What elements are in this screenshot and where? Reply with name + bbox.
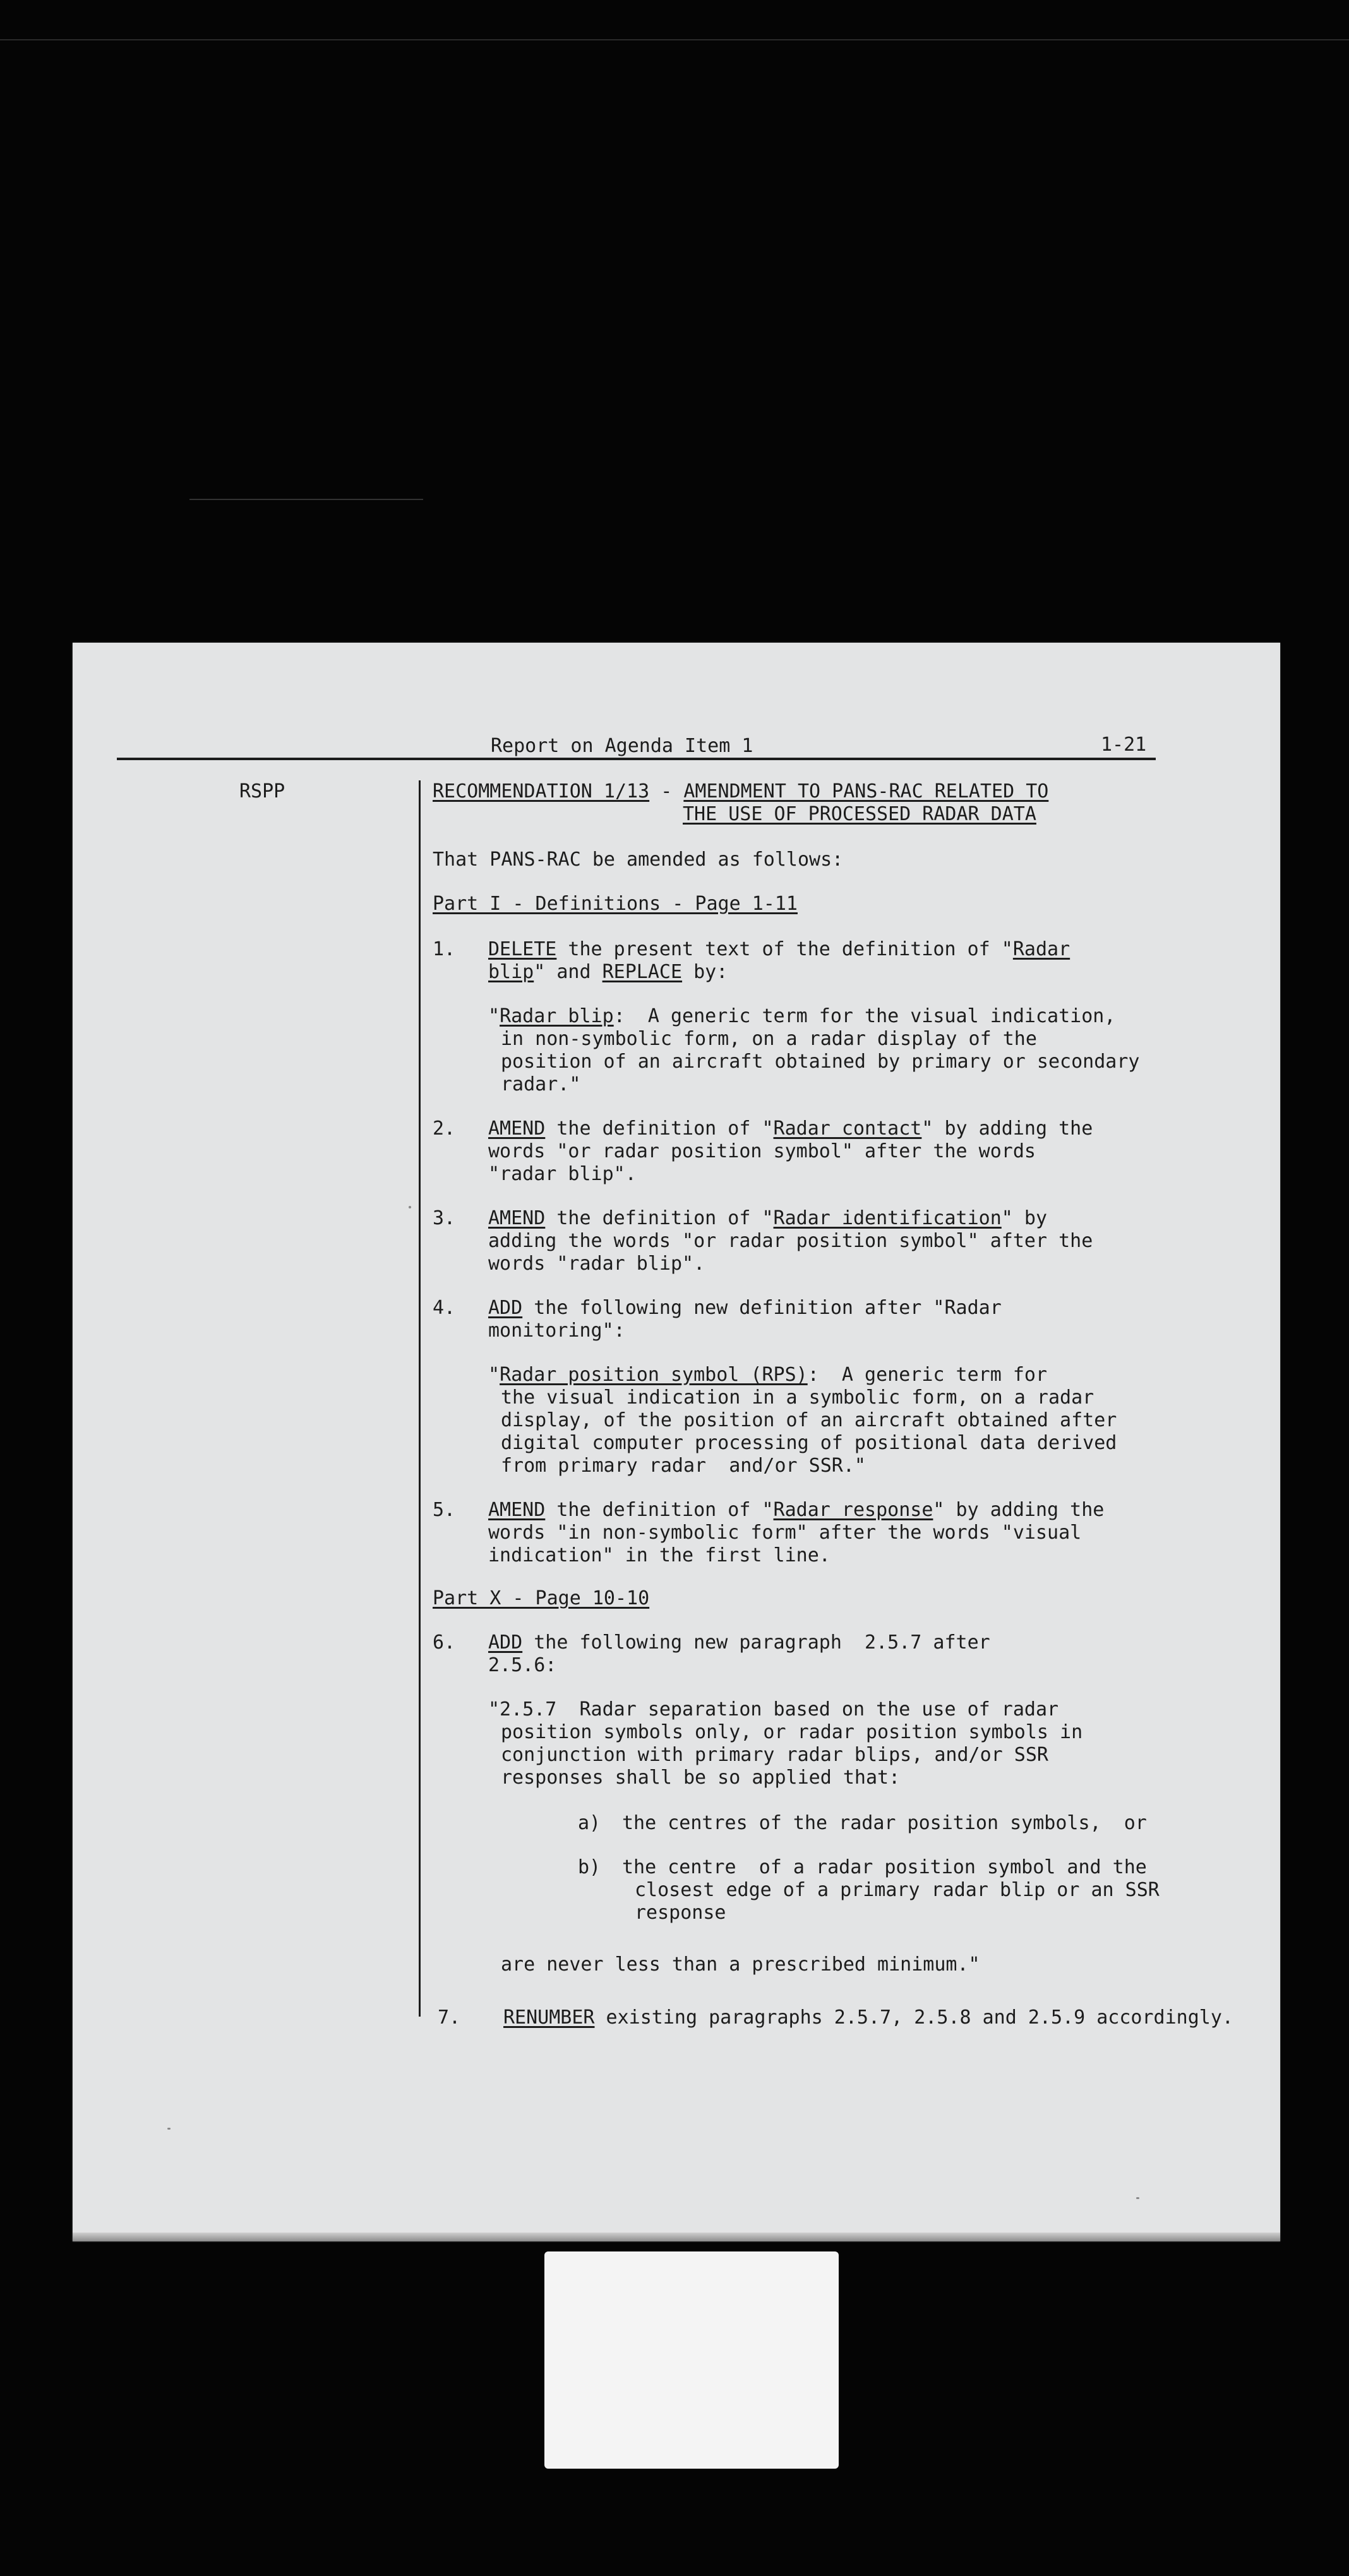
- quote-line: display, of the position of an aircraft obtained after: [501, 1409, 1117, 1431]
- quote-line: digital computer processing of positional data derived: [501, 1432, 1117, 1454]
- quote-line: in non-symbolic form, on a radar display of the: [501, 1028, 1037, 1050]
- part1-heading: Part I - Definitions - Page 1-11: [433, 893, 798, 915]
- item-verb: ADD: [488, 1631, 523, 1654]
- speck: [167, 2128, 171, 2130]
- header-rule: [117, 758, 1156, 760]
- item-number: 6.: [433, 1631, 456, 1654]
- page-bottom-edge: [73, 2233, 1280, 2241]
- item-5-line1: [488, 1499, 1104, 1522]
- item-text: " by: [1001, 1207, 1048, 1229]
- item-6-line1: [488, 1631, 990, 1654]
- film-top-edge: [0, 39, 1349, 40]
- intro-text: That PANS-RAC be amended as follows:: [433, 849, 844, 871]
- subitem-b-text: response: [635, 1902, 726, 1924]
- paragraph-closing: are never less than a prescribed minimum.": [501, 1953, 980, 1976]
- item-text: the following new paragraph 2.5.7 after: [522, 1631, 990, 1654]
- item-verb: REPLACE: [602, 961, 683, 983]
- subitem-b-label: b): [578, 1856, 601, 1878]
- subitem-b-text: closest edge of a primary radar blip or an SSR: [635, 1879, 1160, 1901]
- header-title: Report on Agenda Item 1: [491, 735, 753, 757]
- item-line: 2.5.6:: [488, 1654, 557, 1676]
- item-line: monitoring":: [488, 1320, 625, 1342]
- item-term: Radar response: [773, 1499, 933, 1521]
- blank-card: [544, 2251, 839, 2469]
- recommendation-dash: -: [649, 780, 684, 802]
- item-7-line1: [503, 2007, 1233, 2029]
- item-4-line1: [488, 1297, 1002, 1320]
- quote-line: radar.": [501, 1073, 581, 1095]
- item-line: indication" in the first line.: [488, 1544, 830, 1566]
- document-page: [73, 643, 1280, 2241]
- item-verb: DELETE: [488, 938, 557, 960]
- quote-term: Radar position symbol (RPS): [500, 1364, 808, 1386]
- film-streak: [189, 499, 423, 500]
- quote-text: : A generic term for: [807, 1364, 1048, 1386]
- paragraph-line: responses shall be so applied that:: [501, 1767, 901, 1789]
- paragraph-line: "2.5.7 Radar separation based on the use of radar: [488, 1698, 1059, 1720]
- item-text: the definition of ": [545, 1499, 774, 1521]
- item-term: blip: [488, 961, 534, 983]
- quote-line: the visual indication in a symbolic form, on a radar: [501, 1386, 1094, 1409]
- paragraph-line: conjunction with primary radar blips, and/or SSR: [501, 1744, 1048, 1766]
- quote-open: ": [488, 1364, 500, 1386]
- item-verb: AMEND: [488, 1207, 546, 1229]
- quote-4-line1: [488, 1364, 1047, 1386]
- item-text: the present text of the definition of ": [556, 938, 1013, 960]
- item-line: words "in non-symbolic form" after the words "visual: [488, 1522, 1082, 1544]
- margin-rule: [419, 780, 421, 2017]
- item-verb: AMEND: [488, 1118, 546, 1140]
- item-term: Radar contact: [773, 1118, 922, 1140]
- item-number: 4.: [433, 1297, 456, 1319]
- subitem-b-text: the centre of a radar position symbol and the: [622, 1856, 1147, 1878]
- quote-term: Radar blip: [500, 1005, 614, 1027]
- item-term: Radar: [1012, 938, 1070, 960]
- margin-label: RSPP: [239, 780, 285, 802]
- speck: [1136, 2197, 1139, 2199]
- item-3-line1: [488, 1207, 1047, 1230]
- item-text: " by adding the: [921, 1118, 1093, 1140]
- item-number: 5.: [433, 1499, 456, 1521]
- quote-line: position of an aircraft obtained by primary or secondary: [501, 1051, 1140, 1073]
- item-text: the following new definition after "Radar: [522, 1297, 1002, 1319]
- paragraph-line: position symbols only, or radar position symbols in: [501, 1721, 1083, 1743]
- item-text: the definition of ": [545, 1207, 774, 1229]
- item-line: words "or radar position symbol" after the words: [488, 1140, 1036, 1162]
- part10-heading: Part X - Page 10-10: [433, 1587, 650, 1609]
- item-1-line1: [488, 938, 1070, 961]
- quote-open: ": [488, 1005, 500, 1027]
- item-2-line1: [488, 1118, 1093, 1140]
- item-text: the definition of ": [545, 1118, 774, 1140]
- item-term: Radar identification: [773, 1207, 1002, 1229]
- item-number: 1.: [433, 938, 456, 960]
- item-number: 3.: [433, 1207, 456, 1229]
- recommendation-number: RECOMMENDATION 1/13: [433, 780, 650, 802]
- item-verb: ADD: [488, 1297, 523, 1319]
- subitem-a-label: a): [578, 1812, 601, 1834]
- page-number: 1-21: [1101, 734, 1147, 756]
- item-line: adding the words "or radar position symbol" after the: [488, 1230, 1093, 1252]
- recommendation-title-line2: THE USE OF PROCESSED RADAR DATA: [683, 803, 1036, 825]
- item-1-line2: [488, 961, 728, 984]
- subitem-a-text: the centres of the radar position symbols, or: [622, 1812, 1147, 1834]
- item-text: by:: [682, 961, 728, 983]
- quote-text: : A generic term for the visual indication,: [613, 1005, 1116, 1027]
- item-verb: AMEND: [488, 1499, 546, 1521]
- item-verb: RENUMBER: [503, 2007, 595, 2029]
- item-number: 2.: [433, 1118, 456, 1140]
- recommendation-title-line1: AMENDMENT TO PANS-RAC RELATED TO: [683, 780, 1049, 802]
- item-text: " and: [534, 961, 603, 983]
- item-line: words "radar blip".: [488, 1253, 705, 1275]
- quote-1-line1: [488, 1005, 1115, 1028]
- speck: [409, 1206, 411, 1208]
- item-text: " by adding the: [933, 1499, 1105, 1521]
- recommendation-heading: [433, 780, 1048, 803]
- item-text: existing paragraphs 2.5.7, 2.5.8 and 2.5.9 accordingly.: [594, 2007, 1233, 2029]
- item-line: "radar blip".: [488, 1163, 637, 1185]
- quote-line: from primary radar and/or SSR.": [501, 1455, 866, 1477]
- item-number: 7.: [438, 2007, 461, 2029]
